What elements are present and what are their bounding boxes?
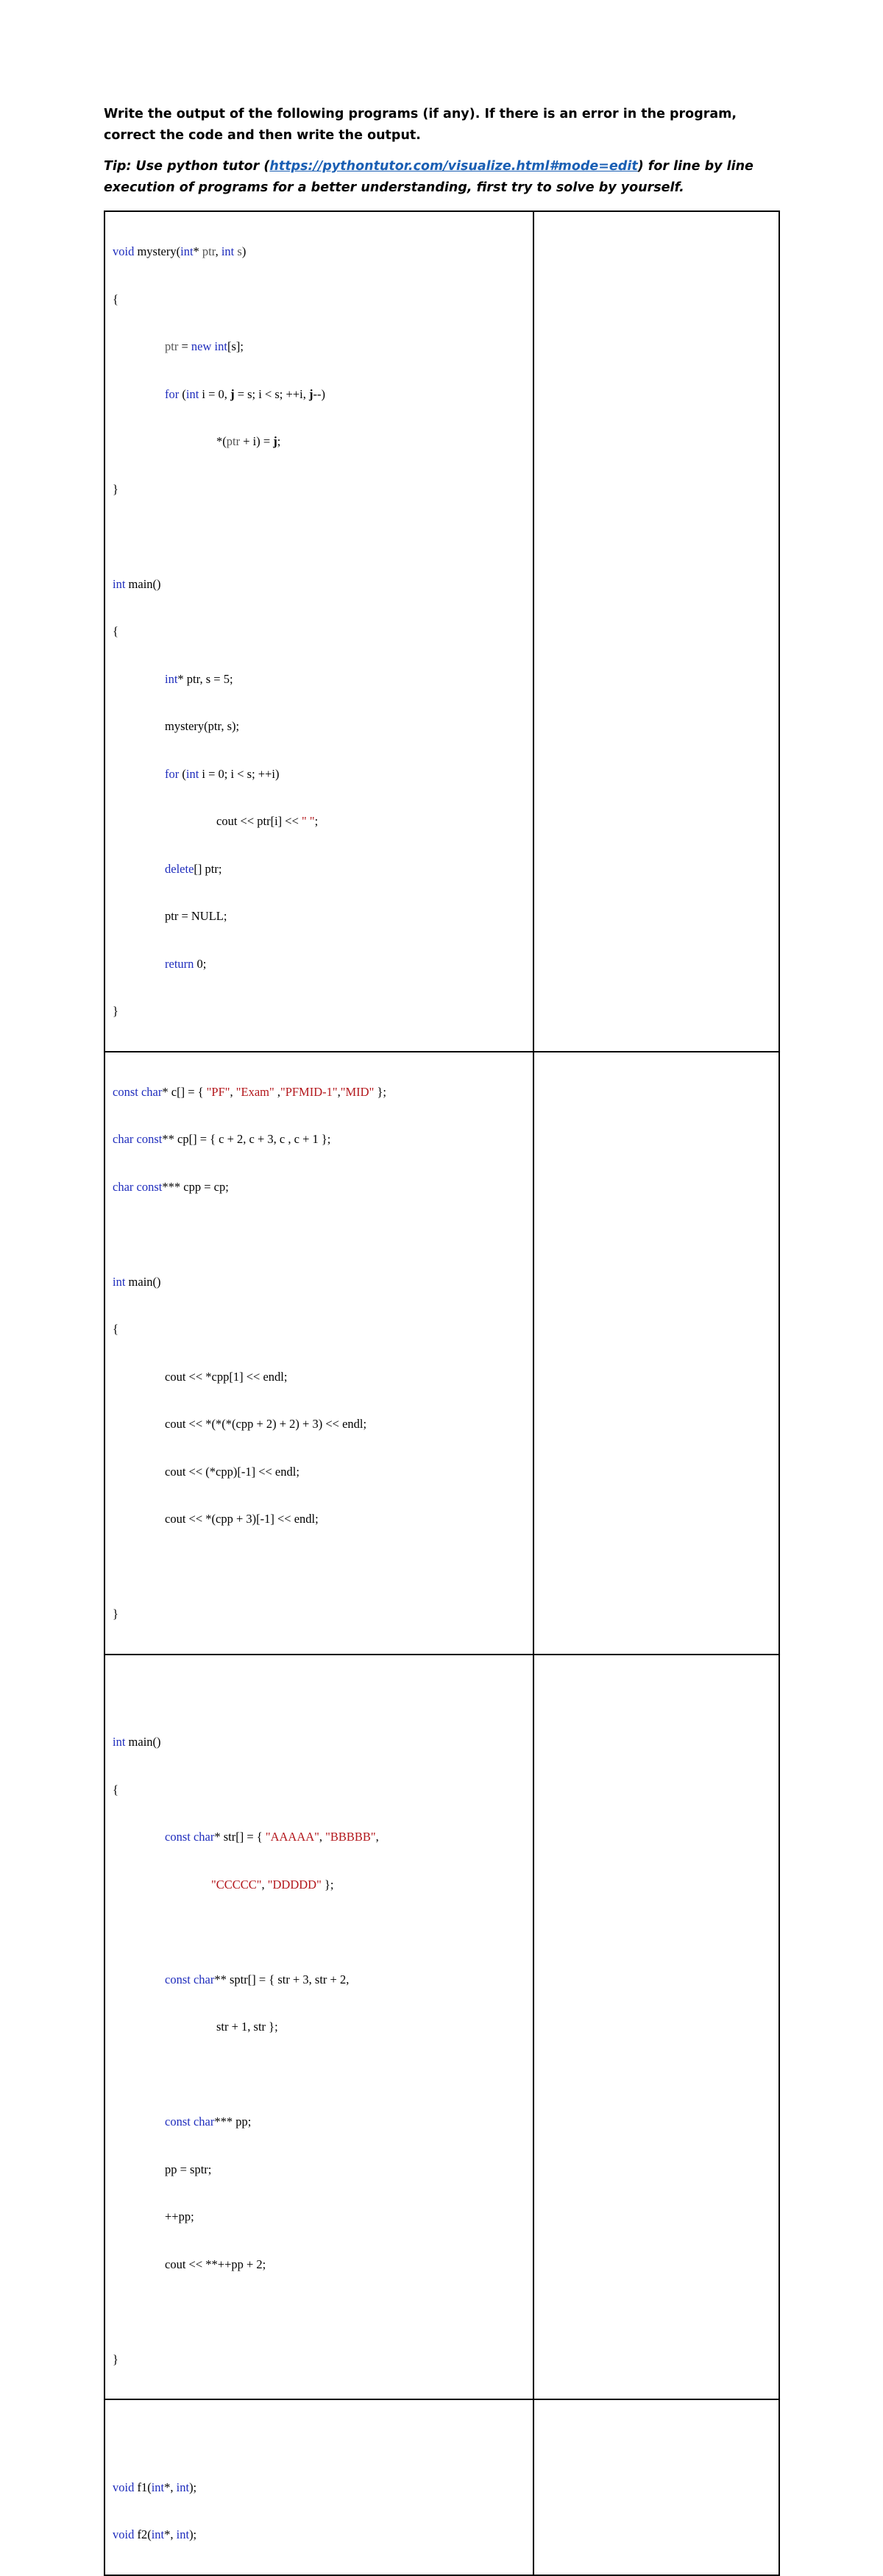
code-line: { <box>113 1782 118 1797</box>
code-line: void f2(int*, int); <box>113 2527 197 2541</box>
tip-prefix: Tip: Use python tutor ( <box>104 159 270 174</box>
code-line: } <box>113 1607 118 1621</box>
code-line: } <box>113 2352 118 2366</box>
code-line: const char* c[] = { "PF", "Exam" ,"PFMID-1","MID" }; <box>113 1084 386 1099</box>
code-line: { <box>113 1322 118 1336</box>
code-cell <box>104 211 533 1052</box>
exercise-row <box>104 2399 779 2575</box>
code-line: { <box>113 624 118 638</box>
code-line <box>113 1226 533 1242</box>
code-line: const char*** pp; <box>165 2115 252 2129</box>
exercise-table <box>104 210 780 2576</box>
code-cell <box>104 1655 533 2400</box>
code-line <box>113 528 533 545</box>
code-line: ptr = NULL; <box>165 909 227 923</box>
code-line: cout << *cpp[1] << endl; <box>165 1369 288 1384</box>
code-line: ptr = new int[s]; <box>165 339 244 353</box>
instructions <box>104 104 788 199</box>
code-line: cout << ptr[i] << " "; <box>216 814 319 828</box>
answer-cell[interactable] <box>533 2399 779 2575</box>
code-line <box>113 2304 533 2320</box>
tip-text <box>104 156 788 199</box>
code-line: } <box>113 481 118 496</box>
code-line <box>113 2432 533 2448</box>
tip-suffix: ) for line by line execution of programs for a better understanding, first try to solve by yourself. <box>104 159 753 195</box>
code-line: int main() <box>113 576 161 591</box>
code-line: cout << *(*(*(cpp + 2) + 2) + 3) << endl; <box>165 1417 367 1431</box>
code-line: void f1(int*, int); <box>113 2480 197 2494</box>
code-line <box>113 2067 533 2083</box>
code-line: const char* str[] = { "AAAAA", "BBBBB", <box>165 1830 379 1844</box>
code-line: cout << **++pp + 2; <box>165 2257 266 2271</box>
code-line: ++pp; <box>165 2209 194 2223</box>
code-line <box>113 1924 533 1940</box>
answer-cell[interactable] <box>533 1052 779 1655</box>
code-cell <box>104 1052 533 1655</box>
code-line: const char** sptr[] = { str + 3, str + 2, <box>165 1972 350 1986</box>
code-line: for (int i = 0; i < s; ++i) <box>165 766 280 781</box>
code-line: { <box>113 291 118 306</box>
code-line: str + 1, str }; <box>216 2020 278 2034</box>
code-line <box>113 1687 533 1703</box>
code-line: mystery(ptr, s); <box>165 719 240 733</box>
code-cell <box>104 2399 533 2575</box>
code-block <box>105 2400 533 2575</box>
code-line: "CCCCC", "DDDDD" }; <box>211 1877 334 1892</box>
exercise-row <box>104 211 779 1052</box>
code-line: int main() <box>113 1735 161 1749</box>
code-line: delete[] ptr; <box>165 861 222 876</box>
code-line: for (int i = 0, j = s; i < s; ++i, j--) <box>165 386 325 401</box>
code-line: cout << (*cpp)[-1] << endl; <box>165 1464 299 1479</box>
code-line: int* ptr, s = 5; <box>165 671 233 686</box>
code-block <box>105 1052 533 1654</box>
code-line <box>113 1559 533 1575</box>
code-line: pp = sptr; <box>165 2162 212 2176</box>
answer-cell[interactable] <box>533 1655 779 2400</box>
python-tutor-link[interactable]: https://pythontutor.com/visualize.html#mode=edit <box>269 159 638 174</box>
code-block <box>105 1655 533 2399</box>
code-line: int main() <box>113 1274 161 1289</box>
code-line: return 0; <box>165 956 207 971</box>
code-line: char const** cp[] = { c + 2, c + 3, c , c + 1 }; <box>113 1132 331 1146</box>
code-line: char const*** cpp = cp; <box>113 1179 229 1194</box>
exercise-row <box>104 1655 779 2400</box>
code-line: *(ptr + i) = j; <box>216 434 281 448</box>
instruction-text: Write the output of the following programs (if any). If there is an error in the program, correct the code and then write the output. <box>104 107 737 143</box>
code-line: void mystery(int* ptr, int s) <box>113 244 247 258</box>
answer-cell[interactable] <box>533 211 779 1052</box>
code-block <box>105 212 533 1051</box>
code-line: } <box>113 1004 118 1018</box>
exercise-row <box>104 1052 779 1655</box>
code-line: cout << *(cpp + 3)[-1] << endl; <box>165 1512 319 1526</box>
